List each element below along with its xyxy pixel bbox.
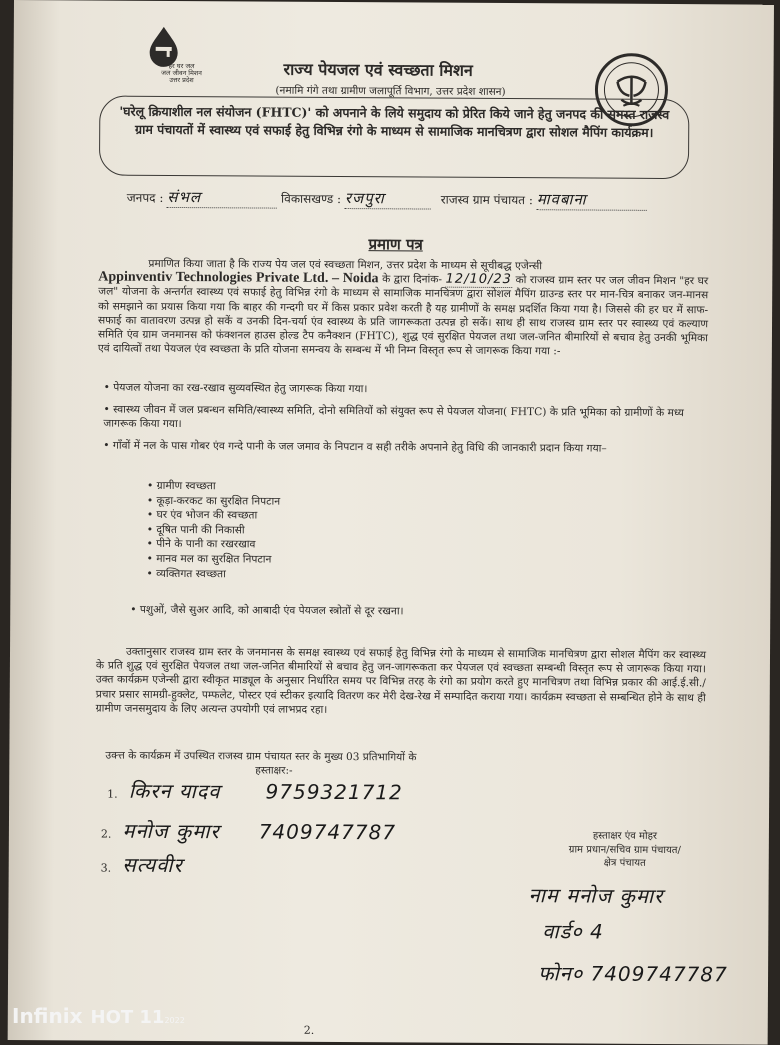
block-value: रजपुरा: [345, 188, 431, 210]
participant-row: 1. किरन यादव 9759321712: [107, 778, 403, 805]
topic-item: • पीने के पानी का रखरखाव: [147, 537, 280, 552]
participant-row: 2. मनोज कुमार 7409747787: [100, 818, 397, 845]
participants-intro: उक्त्त के कार्यक्रम में उपस्थित राजस्व ग्राम पंचायत स्तर के मुख्य 03 प्रतिभागियों के हस्ताक्षर:-: [105, 749, 417, 777]
certificate-body: [98, 257, 709, 360]
program-date: 12/10/23: [445, 271, 512, 288]
signatory-block: हस्ताक्षर एंव मोहर ग्राम प्रधान/सचिव ग्राम पंचायत/ क्षेत्र पंचायत: [568, 830, 681, 869]
topic-item: • घर एंव भोजन की स्वच्छता: [147, 508, 280, 523]
signatory-name: नाम मनोज कुमार: [528, 883, 664, 908]
location-fields: [127, 187, 707, 212]
topic-item: • कूड़ा-करकट का सुरक्षित निपटान: [147, 493, 280, 508]
certificate-title: प्रमाण पत्र: [368, 235, 423, 254]
certificate-page: [8, 0, 774, 1045]
body-line-2b: को राजस्व ग्राम स्तर पर जल जीवन मिशन "हर घर जल" योजना के अन्तर्गत स्वास्थ्य एवं सफाई हेतु विभिन्न रंगो के माध्यम से सामाजिक मानचित्रण द्वारा सोशल मैपिंग ग्राउन्ड स्तर पर मान-चित्र बनाकर जन-मानस को समझाने का प्रयास किया गया कि बाहर की गन्दगी घर में किस प्रकार प्रवेश करती है यह ग्रामीणों के समक्ष प्रदर्शित किया गया है। जिससे की हर घर में साफ-सफाई का वातावरण उत्पन्न हो सकें व उनकी दिन-चर्या एंव स्वास्थ्य के प्रति जागरूकता उत्पन्न हो सकें। साथ ही साथ राजस्व ग्राम स्तर पर स्वास्थ्य एवं कल्याण समिति एंव ग्राम जनमानस को फंक्शनल हाउस होल्ड टैप कनैक्शन (FHTC), शुद्ध एवं सुरक्षित पेयजल तथा जल-जनित बीमारियों से बचाव हेतु उनकी भूमिका एवं दायित्वों तथा पेयजल एंव स्वच्छता के प्रति योजना समन्वय के सम्बन्ध में भी निम्न विस्तृत रूप से जागरूक किया गया :-: [97, 274, 709, 358]
body-line-2a: के द्वारा दिनांक-: [382, 273, 443, 286]
participant-row: 3. सत्यवीर: [100, 852, 183, 878]
mission-subtitle: (नमामि गंगे तथा ग्रामीण जलापूर्ति विभाग, उत्तर प्रदेश शासन): [275, 84, 506, 99]
district-label: जनपद :: [126, 190, 164, 205]
topic-item: • मानव मल का सुरक्षित निपटान: [147, 552, 280, 567]
summary-paragraph: उक्तानुसार राजस्व ग्राम स्तर के जनमानस के समक्ष स्वास्थ्य एवं सफाई हेतु विभिन्न रंगो के माध्यम से सामाजिक मानचित्रण द्वारा सोशल मैपिंग कर स्वास्थ्य के प्रति शुद्ध एवं सुरक्षित पेयजल तथा जल-जनित बीमारियों से बचाव हेतु जन-जागरूकता कर पेयजल एवं स्वच्छता सम्बन्धी विस्तृत रूप से जागरूक किया गया। उक्त कार्यक्रम एजेन्सी द्वारा स्वीकृत माड्यूल के अनुसार निर्धारित समय पर विभिन्न तरह के रंगो का प्रयोग करते हुए मानचित्रण तथा विभिन्न प्रकार की आई.ई.सी./प्रचार प्रसार सामग्री-हुक्लेट, पम्फलेट, पोस्टर एवं स्टीकर इत्यादि वितरण कर मेरी देख-रेख में सम्पादित कराया गया। कार्यक्रम स्वच्छता से सम्बन्धित होने के साथ ही ग्रामीण जनसमुदाय के लिए अत्यन्त उपयोगी एवं लाभप्रद रहा।: [95, 645, 707, 716]
sanitation-topics: [146, 479, 280, 582]
bullet-item: • पेयजल योजना का रख-रखाव सुव्यवस्थित हेतु जागरूक किया गया।: [103, 381, 368, 396]
awareness-bullets: [103, 381, 713, 465]
camera-watermark: Infinix HOT 112022: [12, 1004, 185, 1028]
signatory-phone: फोन० 7409747787: [537, 961, 728, 987]
participant-phone: 9759321712: [265, 779, 403, 805]
animal-line: • पशुओं, जैसे सुअर आदि, को आबादी एंव पेयजल स्त्रोतों से दूर रखना।: [130, 603, 404, 618]
logo-caption: हर घर जल जल जीवन मिशन उत्तर प्रदेश: [161, 61, 202, 85]
page-mark: 2.: [303, 1023, 315, 1037]
signature-label: हस्ताक्षर:-: [255, 764, 293, 777]
topic-item: • ग्रामीण स्वच्छता: [147, 479, 280, 494]
panchayat-value: मावबाना: [537, 189, 647, 211]
body-line-1: प्रमाणित किया जाता है कि राज्य पेय जल एवं स्वच्छता मिशन, उत्तर प्रदेश के माध्यम से सूचीबद्ध एजेन्सी: [148, 257, 543, 273]
participant-name: मनोज कुमार: [122, 818, 220, 844]
block-label: विकासखण्ड :: [281, 191, 342, 207]
participant-name: सत्यवीर: [122, 852, 183, 878]
district-value: संभल: [167, 187, 277, 209]
panchayat-label: राजस्व ग्राम पंचायत :: [440, 192, 533, 208]
mission-title: राज्य पेयजल एवं स्वच्छता मिशन: [283, 59, 473, 80]
bullet-item: • गाँवों में नल के पास गोबर एंव गन्दे पानी के जल जमाव के निपटान व सही तरीके अपनाने हेतु विधि की जानकारी प्रदान किया गया–: [103, 439, 607, 455]
topic-item: • व्यक्तिगत स्वच्छता: [146, 566, 279, 581]
signatory-ward: वार्ड० 4: [542, 919, 604, 944]
agency-name: Appinventiv Technologies Private Ltd. – Noida: [98, 269, 379, 287]
bullet-item: • स्वास्थ्य जीवन में जल प्रबन्धन समिति/स्वास्थ्य समिति, दोनो समितियों को संयुक्त रूप से पेयजल योजना( FHTC) के प्रति भूमिका को ग्रामीणों के मध्य जागरूक किया गया।: [103, 403, 685, 431]
topic-item: • दूषित पानी की निकासी: [147, 523, 280, 538]
participant-phone: 7409747787: [258, 819, 397, 845]
participant-name: किरन यादव: [128, 778, 221, 804]
program-box: 'घरेलू क्रियाशील नल संयोजन (FHTC)' को अपनाने के लिये समुदाय को प्रेरित किये जाने हेतु जनपद की समस्त राजस्व ग्राम पंचायतों में स्वास्थ्य एवं सफाई हेतु विभिन्न रंगो के माध्यम से सामाजिक मानचित्रण द्वारा सोशल मैपिंग कार्यक्रम।: [99, 96, 689, 180]
